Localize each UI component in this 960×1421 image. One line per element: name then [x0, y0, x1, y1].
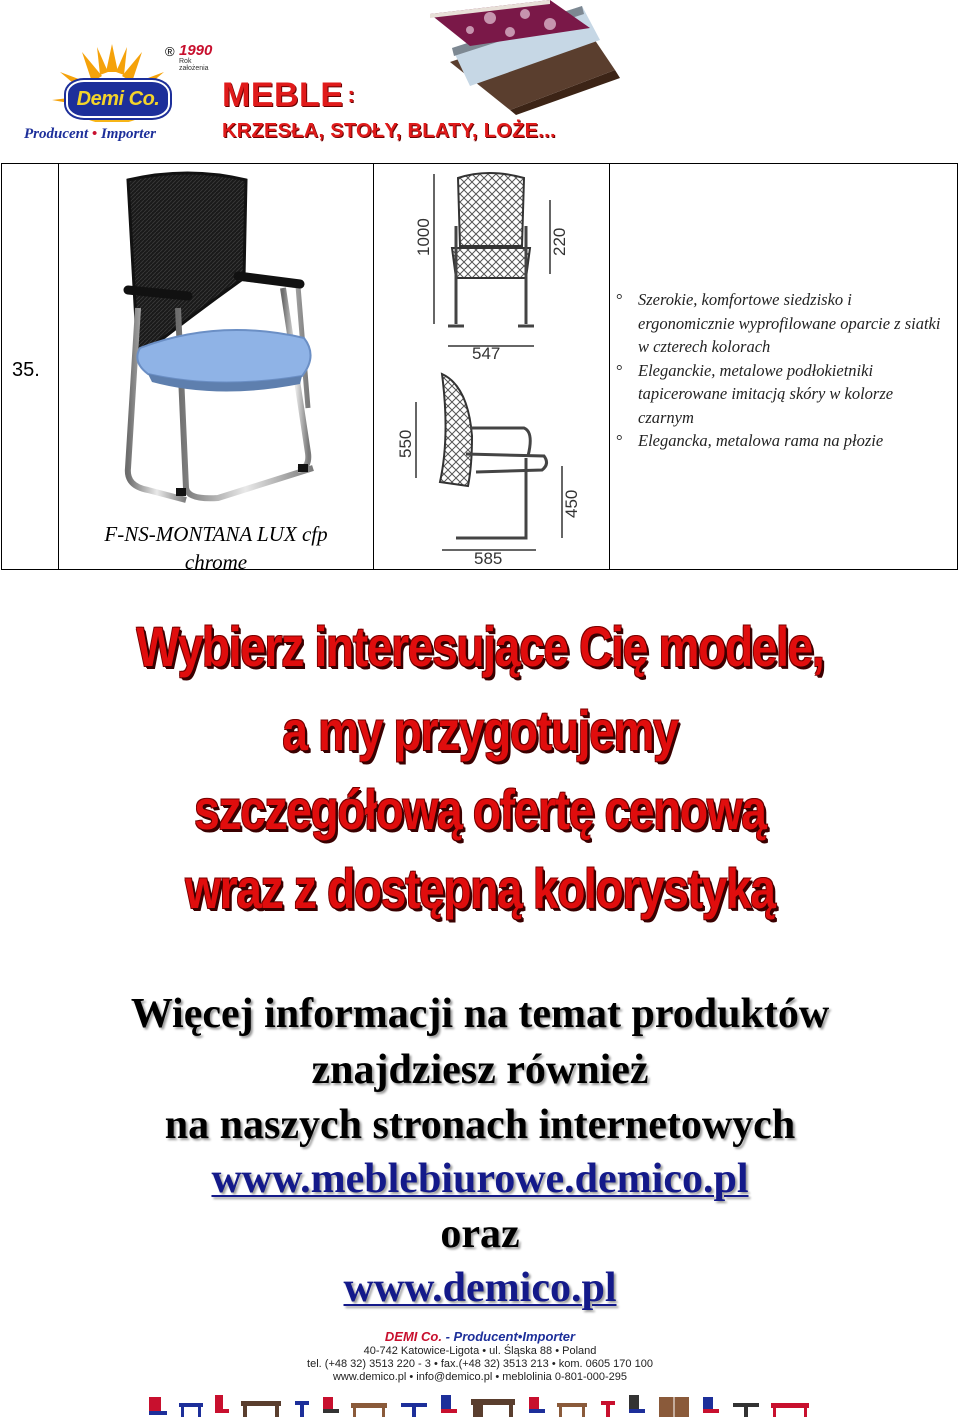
product-name-line: F-NS-MONTANA LUX cfp — [104, 522, 328, 546]
footer-brand — [0, 1329, 960, 1344]
footer-address: 40-742 Katowice-Ligota • ul. Śląska 88 • Poland — [363, 1345, 597, 1357]
dim-width-label: 547 — [472, 344, 501, 363]
cta-line: szczegółową ofertę cenową — [194, 778, 766, 841]
table-divider — [373, 164, 374, 569]
feature-item: ° Elegancka, metalowa rama na płozie — [616, 429, 952, 453]
cta-line: a my przygotujemy — [282, 699, 678, 762]
tagline-producent: Producent — [24, 126, 89, 142]
bench-icon — [771, 1403, 809, 1417]
chair-icon — [323, 1397, 339, 1413]
dim-depth-label: 585 — [474, 549, 503, 568]
footer-brand-name: DEMI Co. — [384, 1329, 442, 1344]
feature-item: ° Eleganckie, metalowe podłokietniki tapicerowane imitacją skóry w kolorze czarnym — [616, 359, 952, 430]
desk-icon — [471, 1399, 515, 1417]
chair-icon — [629, 1395, 645, 1413]
cta-line: wraz z dostępną kolorystyką — [185, 857, 775, 920]
info-line: na naszych stronach internetowych — [164, 1102, 796, 1148]
page-title — [222, 76, 355, 115]
chair-icon — [149, 1397, 167, 1415]
title-colon: : — [347, 82, 356, 107]
chair-icon — [529, 1397, 545, 1413]
chair-icon — [703, 1397, 719, 1413]
stool-icon — [601, 1401, 615, 1417]
table-icon — [733, 1403, 759, 1417]
info-line: oraz — [440, 1211, 520, 1257]
chair-icon — [441, 1395, 457, 1413]
dim-seat-depth-label: 550 — [396, 429, 415, 458]
dim-height-label: 1000 — [414, 218, 433, 256]
footer-phones: tel. (+48 32) 3513 220 - 3 • fax.(+48 32) 3513 213 • kom. 0605 170 100 — [307, 1358, 653, 1370]
dim-seat-height-label: 450 — [562, 489, 581, 518]
feature-list — [616, 288, 952, 453]
stool-icon — [295, 1401, 309, 1417]
info-line: Więcej informacji na temat produktów — [130, 991, 830, 1037]
brand-badge: Demi Co. — [66, 80, 170, 118]
info-link-row — [0, 1264, 960, 1312]
table-icon — [401, 1403, 427, 1417]
page-header — [0, 0, 960, 160]
founding-year-label: Rok założenia — [179, 58, 209, 72]
chair-icon — [215, 1395, 229, 1413]
furniture-panels-image — [430, 0, 620, 115]
page-subtitle: KRZESŁA, STOŁY, BLATY, LOŻE... — [222, 120, 556, 142]
info-line: znajdziesz również — [311, 1047, 649, 1093]
table-divider — [58, 164, 59, 569]
info-link-row — [0, 1155, 960, 1203]
cta-line: Wybierz interesujące Cię modele, — [136, 615, 824, 678]
registered-mark: ® — [165, 44, 175, 59]
meblebiurowe-link[interactable]: www.meblebiurowe.demico.pl — [211, 1156, 749, 1202]
demi-co-logo — [18, 36, 218, 146]
feature-item: ° Szerokie, komfortowe siedzisko i ergonomicznie wyprofilowane oparcie z siatki w czterech kolorach — [616, 288, 952, 359]
product-name-line: chrome — [184, 550, 248, 574]
footer-brand-tagline: - Producent•Importer — [445, 1329, 576, 1344]
product-table — [1, 163, 958, 574]
tagline-dot: • — [91, 126, 98, 142]
cabinet-icon — [659, 1397, 689, 1417]
footer-web: www.demico.pl • info@demico.pl • meblolinia 0-801-000-295 — [332, 1371, 627, 1383]
table-icon — [557, 1403, 587, 1417]
founding-year: 1990 — [179, 42, 213, 59]
product-name — [60, 520, 372, 576]
demico-link[interactable]: www.demico.pl — [343, 1265, 617, 1311]
tagline-importer: Importer — [100, 126, 156, 142]
product-number: 35. — [12, 359, 40, 381]
logo-tagline — [24, 126, 156, 143]
furniture-icons-strip — [145, 1393, 813, 1419]
table-icon — [179, 1403, 203, 1417]
chair-photo — [68, 168, 358, 513]
bench-icon — [351, 1403, 387, 1417]
desk-icon — [241, 1401, 281, 1417]
dim-back-label: 220 — [550, 227, 569, 256]
title-text: MEBLE — [222, 76, 344, 114]
technical-drawing — [376, 166, 610, 569]
